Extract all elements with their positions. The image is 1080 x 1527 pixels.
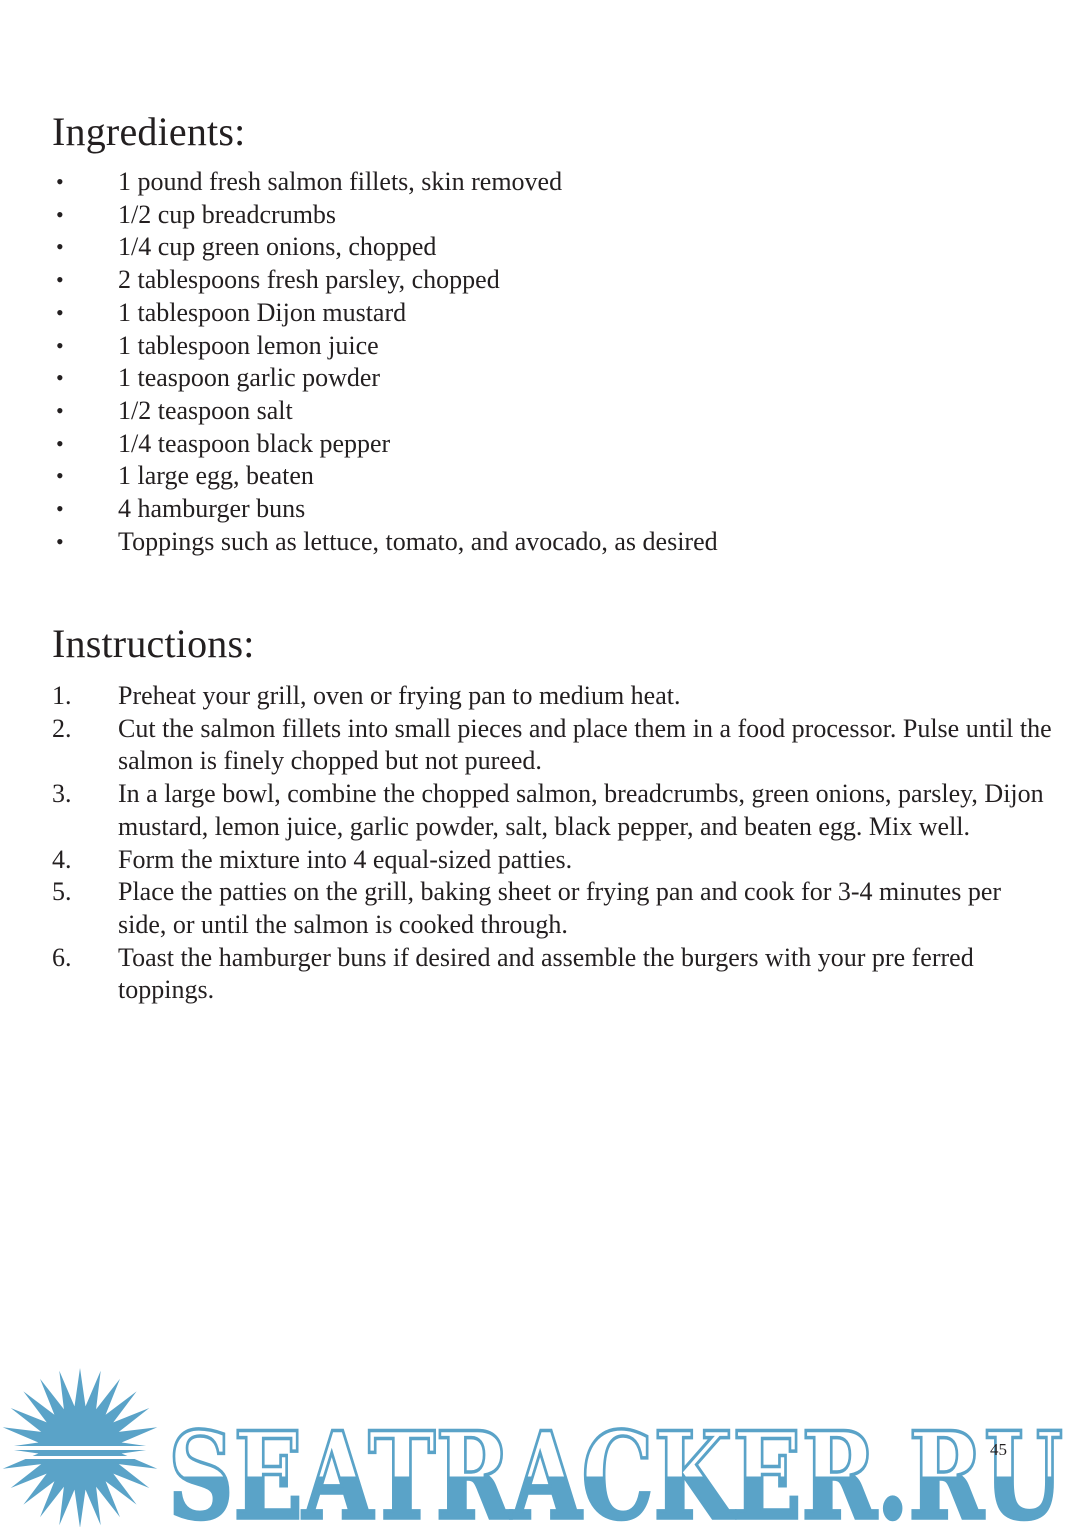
sun-icon [0, 1368, 175, 1527]
step-number: 2. [52, 713, 72, 743]
ingredient-text: 1 teaspoon garlic powder [118, 363, 381, 393]
step-number: 3. [52, 779, 72, 809]
ingredient-text: 1/2 teaspoon salt [118, 395, 293, 425]
list-item [52, 199, 1052, 232]
ingredient-text: 1 pound fresh salmon fillets, skin removed [118, 167, 563, 196]
list-item [52, 330, 1052, 363]
list-item [52, 680, 1052, 713]
list-item [52, 778, 1052, 843]
ingredient-text: Toppings such as lettuce, tomato, and avocado, as desired [118, 526, 718, 556]
bullet-icon: • [56, 267, 64, 293]
list-item [52, 493, 1052, 526]
seatracker-logo [0, 1368, 1080, 1527]
list-item [52, 876, 1052, 941]
list-item [52, 264, 1052, 297]
bullet-icon: • [56, 397, 64, 423]
ingredients-heading: Ingredients: [52, 109, 246, 154]
bullet-icon: • [56, 234, 64, 260]
bullet-icon: • [56, 201, 64, 227]
step-number: 4. [52, 844, 72, 874]
instructions-heading: Instructions: [52, 621, 255, 666]
step-text: Toast the hamburger buns if desired and assemble the burgers with your pre ferred toppings. [118, 942, 974, 1005]
step-number: 6. [52, 942, 72, 972]
ingredient-text: 2 tablespoons fresh parsley, chopped [118, 265, 500, 295]
step-text: In a large bowl, combine the chopped salmon, breadcrumbs, green onions, parsley, Dijon mustard, lemon juice, garlic powder, salt, black pepper, and beaten egg. Mix well. [118, 779, 1044, 841]
logo-text: SEATRACKER.RU [168, 1406, 1063, 1527]
list-item [52, 460, 1052, 493]
list-item [52, 526, 1052, 559]
list-item [52, 362, 1052, 395]
bullet-icon: • [56, 496, 64, 522]
bullet-icon: • [56, 169, 64, 194]
list-item [52, 844, 1052, 877]
bullet-icon: • [56, 528, 64, 554]
ingredient-text: 1 tablespoon Dijon mustard [118, 297, 407, 327]
bullet-icon: • [56, 430, 64, 456]
list-item [52, 231, 1052, 264]
ingredient-text: 1 tablespoon lemon juice [118, 330, 379, 360]
ingredients-list [52, 166, 1052, 558]
ingredient-text: 4 hamburger buns [118, 494, 306, 524]
step-text: Place the patties on the grill, baking sheet or frying pan and cook for 3-4 minutes per side, or until the salmon is cooked through. [118, 877, 1002, 939]
instructions-list [52, 680, 1052, 1007]
page-number: 45 [990, 1440, 1007, 1459]
ingredient-text: 1/4 cup green onions, chopped [118, 232, 437, 262]
step-number: 1. [52, 681, 72, 710]
bullet-icon: • [56, 365, 64, 391]
step-text: Form the mixture into 4 equal-sized patties. [118, 844, 573, 874]
list-item [52, 942, 1052, 1007]
list-item [52, 428, 1052, 461]
list-item [52, 297, 1052, 330]
step-text: Preheat your grill, oven or frying pan to medium heat. [118, 681, 681, 710]
list-item [52, 395, 1052, 428]
bullet-icon: • [56, 332, 64, 358]
step-text: Cut the salmon fillets into small pieces and place them in a food processor. Pulse until the salmon is finely chopped but not pureed. [118, 713, 1052, 776]
list-item [52, 713, 1052, 778]
ingredient-text: 1 large egg, beaten [118, 461, 314, 491]
ingredient-text: 1/4 teaspoon black pepper [118, 428, 391, 458]
step-number: 5. [52, 877, 72, 907]
bullet-icon: • [56, 299, 64, 325]
ingredient-text: 1/2 cup breadcrumbs [118, 199, 337, 229]
bullet-icon: • [56, 463, 64, 489]
list-item [52, 166, 1052, 199]
